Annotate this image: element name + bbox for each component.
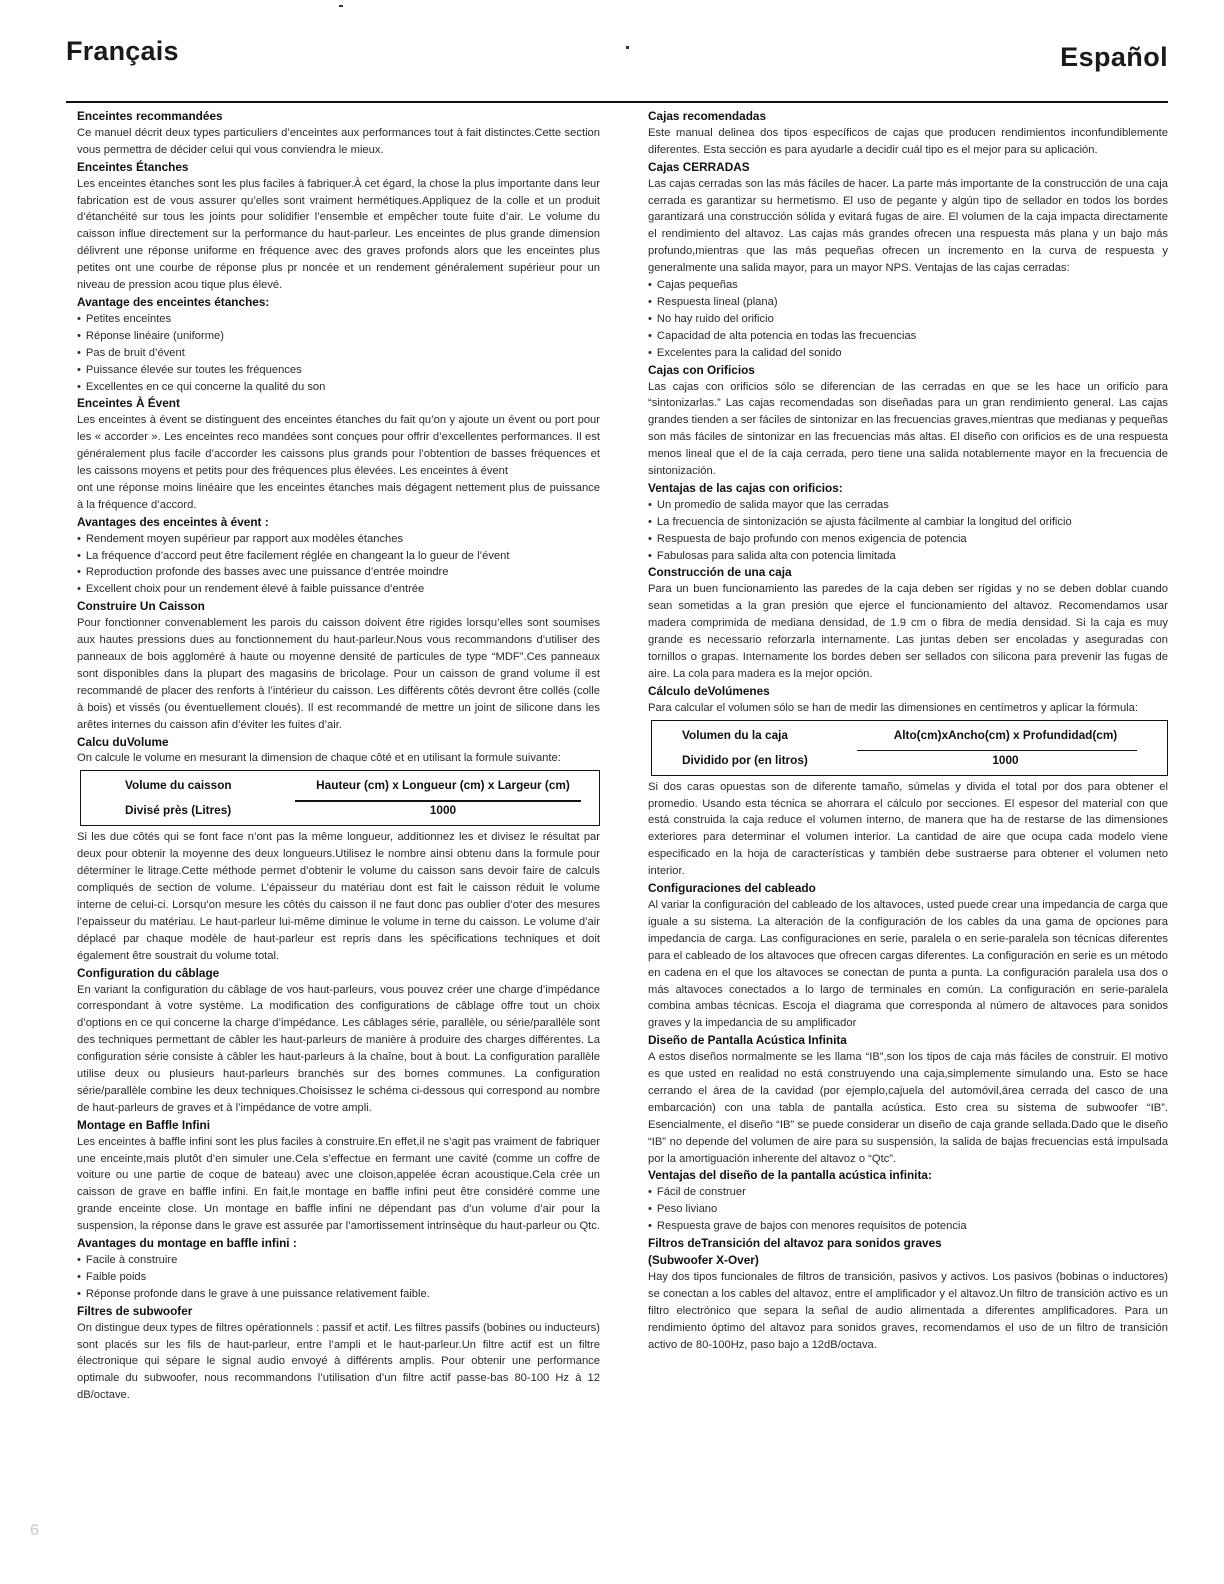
list-item: • Fácil de construer xyxy=(648,1184,1168,1201)
section-text: Les enceintes à évent se distinguent des enceintes étanches du fait qu’on y ajoute un évent ou port pour les « accorder ». Les enceintes reco mandées sont conçues pour offrir d’excellentes performances. Il est généralement plus facile d’accorder les caissons plus grands pour l’obtention de basses fréquences et les caissons moyens et petits pour des fréquences plus élevées. Les enceintes à évent xyxy=(77,414,600,478)
section-title: Cálculo deVolúmenes xyxy=(648,683,770,698)
list-item: • Respuesta grave de bajos con menores requisitos de potencia xyxy=(648,1218,1168,1235)
list-item: • Un promedio de salida mayor que las cerradas xyxy=(648,497,1168,514)
section-title: Cajas CERRADAS xyxy=(648,159,750,174)
list-item: • Excelentes para la calidad del sonido xyxy=(648,345,1168,362)
volume-formula-box xyxy=(651,720,1168,776)
french-column xyxy=(77,108,600,1404)
section-text: Si dos caras opuestas son de diferente tamaño, súmelas y divida el total por dos para obtener el promedio. Usando esta técnica se ahorrara el cálculo por secciones. El espesor del material con que está construida la caja reduce el volumen interno, de manera que ha de restarse de las dimensiones exteriores para determinar el volumen interior. La cantidad de aire que ocupa cada modelo viene especificado en la hoja de características y también debe sustraerse para obtener el volumen neto interior. xyxy=(648,780,1168,878)
formula-numerator: Hauteur (cm) x Longueur (cm) x Largeur (cm) xyxy=(316,778,570,793)
scan-speck xyxy=(339,5,343,7)
section-text: Las cajas con orificios sólo se diferencian de las cerradas en que se les hace un orificio para “sintonizarlas.” Las cajas recomendadas son diseñadas para un gran rendimiento general. Las cajas grandes tienden a ser fáciles de sintonizar en las frecuencias graves,mientras que medianas y pequeñas son más fáciles de sintonizar en las frecuencias más altas. El diseño con orificios es de una respuesta menos lineal que el de la caja cerrada, pero tiene una salida notablemente mayor en la frecuencia de sintonización. xyxy=(648,380,1168,478)
section-text: A estos diseños normalmente se les llama “IB”,son los tipos de caja más fáciles de construir. El motivo es que usted en realidad no está construyendo una caja,simplemente simulando una. Esto se hace cerrando el área de la cavidad (por ejemplo,cajuela del automóvil,área cerrada del casco de una embarcación) con una tabla de pantalla acústica. Esto crea su sistema de subwoofer “IB”. Esencialmente, el diseño “IB” se puede considerar un diseño de caja grande sellada.Dado que le diseño “IB” no depende del volumen de aire para su suspensión, la salida de bajas frecuencias está impulsada por la amortiguación inherente del altavoz o “Qtc”. xyxy=(648,1051,1168,1165)
section-text: En variant la configuration du câblage de vos haut-parleurs, vous pouvez créer une charge d’impédance correspondant à votre système. La modification des configurations de câblage offre tout un choix d’options en ce qui concerne la charge d’impédance. Les câblages série, parallèle, ou série/parallèle sont des techniques permettant de câbler les haut-parleurs de manière à produire des charges différentes. La configuration série consiste à câbler les haut-parleurs à la chaîne, bout à bout. La configuration parallèle utilise deux ou plusieurs haut-parleurs branchés sur des bornes communes. La configuration série/parallèle combine les deux techniques.Choisissez le schéma ci-dessous qui correspond au nombre de haut-parleurs de graves et à l’impédance de votre ampli. xyxy=(77,983,600,1114)
list-item: • No hay ruido del orificio xyxy=(648,311,1168,328)
section-title: Filtres de subwoofer xyxy=(77,1303,193,1318)
section-title: Avantages du montage en baffle infini : xyxy=(77,1236,297,1251)
section-text: Les enceintes étanches sont les plus faciles à fabriquer.À cet égard, la chose la plus importante dans leur fabrication est de vous assurer qu’elles sont vraiment hermétiques.Appliquez de la colle et un produit d’étanchéité sur tous les joints pour solidifier l’ensemble et empêcher toute fuite d’air. Le volume du caisson influe directement sur la performance du haut-parleur. Les enceintes de plus grande dimension délivrent une réponse uniforme en fréquence avec des graves profonds alors que les enceintes plus petites ont une courbe de réponse plus pr noncée et un rendement généralement supérieur pour un niveau de pression acou tique plus élevé. xyxy=(77,177,600,292)
list-item: • Fabulosas para salida alta con potencia limitada xyxy=(648,548,1168,565)
bullet-list xyxy=(77,311,600,396)
section-title: Cajas con Orificios xyxy=(648,362,755,377)
section-title: Montage en Baffle Infini xyxy=(77,1117,211,1132)
list-item: • Faible poids xyxy=(77,1269,600,1286)
section-text: Les enceintes à baffle infini sont les plus faciles à construire.En effet,il ne s’agit pas vraiment de fabriquer une enceinte,mais plutôt d’en simuler une.Cela s’effectue en fermant une cavité (comme un coffre de voiture ou une partie de coque de bateau) avec une cloison,appelée écran acoustique.Cela crée un caisson de grave en baffle infini. En fait,le montage en baffle infini peut être considéré comme une grande enceinte close. Un montage en baffle infini ne dépendant pas d’un volume d’air pour la suspension, la réponse dans le grave est assurée par l’amortissement intrinsèque du haut-parleur ou Qtc. xyxy=(77,1135,600,1233)
list-item: • Facile à construire xyxy=(77,1252,600,1269)
bullet-list xyxy=(77,1252,600,1303)
bullet-list xyxy=(77,531,600,599)
bullet-list xyxy=(648,1184,1168,1235)
page-number: 6 xyxy=(30,1522,39,1539)
section-title: Cajas recomendadas xyxy=(648,109,767,123)
list-item: • Cajas pequeñas xyxy=(648,277,1168,294)
section-text: On distingue deux types de filtres opérationnels : passif et actif. Les filtres passifs (bobines ou inducteurs) sont placés sur les fils de haut-parleur, entre l’ampli et le haut-parleur.Un filtre actif est un filtre électronique qui sépare le signal audio envoyé à différents amplis. Pour obtenir une performance optimale du subwoofer, nous recommandons l’utilisation d’un filtre actif passe-bas 80-100 Hz à 12 dB/octave. xyxy=(77,1321,600,1402)
section-text: Si les due côtés qui se font face n’ont pas la même longueur, additionnez les et divisez le résultat par deux pour obtenir la moyenne des deux longueurs.Utilisez le nombre ainsi obtenu dans la formule pour déterminer le litrage.Cette méthode permet d’obtenir le volume du caisson sans devoir faire de calculs compliqués de section de volume. L’épaisseur du matériau dont est fait le caisson réduit le volume interne de celui-ci. Lorsqu’on mesure les côtés du caisson il ne faut donc pas oublier d’oter des mesures l’epaisseur du matériau. Le haut-parleur lui-même diminue le volume in terne du caisson. Le volume d’air déplacé par chaque modèle de haut-parleur est repris dans les spécifications techniques et doit également être soustrait du volume total. xyxy=(77,831,600,962)
list-item: • Réponse profonde dans le grave à une puissance relativement faible. xyxy=(77,1286,600,1303)
section-subtitle: (Subwoofer X-Over) xyxy=(648,1253,759,1267)
volume-formula-box xyxy=(80,770,600,826)
section-title: Avantages des enceintes à évent : xyxy=(77,514,269,529)
list-item: • Respuesta lineal (plana) xyxy=(648,294,1168,311)
section-title: Construcción de una caja xyxy=(648,565,792,580)
list-item: • Excellentes en ce qui concerne la qualité du son xyxy=(77,379,600,396)
list-item: • Rendement moyen supérieur par rapport aux modèles étanches xyxy=(77,531,600,548)
bullet-list xyxy=(648,277,1168,362)
section-text: Las cajas cerradas son las más fáciles de hacer. La parte más importante de la construcción de una caja cerrada es garantizar su hermetismo. El uso de pegante y algún tipo de sellador en todos los bordes garantizará una construcción sólida y evitará fugas de aire. El volumen de la caja impacta directamente el rendimiento del altavoz. Las cajas más grandes ofrecen una respuesta más plana y un bajo más profundo,mientras que las más pequeñas ofrecen un incremento en la curva de respuesta y generalmente una salida mayor, para un mayor NPS. Ventajas de las cajas cerradas: xyxy=(648,177,1168,275)
section-title: Ventajas de las cajas con orificios: xyxy=(648,480,843,495)
bullet-list xyxy=(648,497,1168,565)
list-item: • Petites enceintes xyxy=(77,311,600,328)
section-title: Calcu duVolume xyxy=(77,734,169,749)
list-item: • Peso liviano xyxy=(648,1201,1168,1218)
formula-label: Volumen du la caja xyxy=(682,727,788,742)
section-title: Configuration du câblage xyxy=(77,965,220,980)
list-item: • Puissance élevée sur toutes les fréquences xyxy=(77,362,600,379)
section-text: Hay dos tipos funcionales de filtros de transición, pasivos y activos. Los pasivos (bobinas o inductores) se conectan a los cables del altavoz, entre el amplificador y el altavoz.Un filtro de transición activo es un filtro electrónico que separa la señal de audio alimentada a diferentes amplificadores. Para un rendimiento óptimo del altavoz para sonidos graves, recomendamos el uso de un filtro de transición activo de 80-100Hz, paso bajo a 12dB/octava. xyxy=(648,1270,1168,1351)
fraction-bar xyxy=(295,800,581,801)
section-title: Enceintes Étanches xyxy=(77,159,189,174)
language-heading-spanish: Español xyxy=(1060,42,1168,72)
formula-label: Divisé près (Litres) xyxy=(125,803,232,818)
section-text: Este manual delinea dos tipos específicos de cajas que producen rendimientos inconfundiblemente diferentes. Esta sección es para ayudarle a decidir cuál tipo es el mejor para su aplicación. xyxy=(648,126,1168,156)
section-title: Avantage des enceintes étanches: xyxy=(77,294,270,309)
header-divider xyxy=(66,101,1168,103)
formula-denominator: 1000 xyxy=(992,752,1019,767)
list-item: • Réponse linéaire (uniforme) xyxy=(77,328,600,345)
scan-speck xyxy=(626,46,629,49)
section-text: Ce manuel décrit deux types particuliers d’enceintes aux performances tout à fait distinctes.Cette section vous permettra de décider celui qui vous conviendra le mieux. xyxy=(77,126,600,156)
section-title: Enceintes recommandées xyxy=(77,109,223,123)
spanish-column xyxy=(648,108,1168,1353)
list-item: • Capacidad de alta potencia en todas las frecuencias xyxy=(648,328,1168,345)
section-text: Para calcular el volumen sólo se han de medir las dimensiones en centímetros y aplicar la fórmula: xyxy=(648,701,1138,714)
list-item: • La fréquence d’accord peut être facilement réglée en changeant la lo gueur de l’évent xyxy=(77,548,600,565)
section-title: Ventajas del diseño de la pantalla acústica infinita: xyxy=(648,1168,932,1183)
section-title: Construire Un Caisson xyxy=(77,599,205,614)
section-text: Al variar la configuración del cableado de los altavoces, usted puede crear una impedancia de carga que iguale a su sistema. La alteración de la configuración de los cables da una gama de opciones para impedancia de carga. Las configuraciones en serie, paralela o en serie-paralela son técnicas diferentes para el cableado de los altavoces que ofrecen cargas diferentes. La configuración en serie es un método en cadena en el que los altavoces se conectan de punta a punta. La configuración paralela usa dos o más altavoces conectados a lo largo de terminales en común. La configuración en serie-paralela combina ambas técnicas. Escoja el diagrama que corresponda al número de altavoces para sonidos graves y la impedancia de su amplificador xyxy=(648,898,1168,1030)
formula-denominator: 1000 xyxy=(429,803,457,818)
list-item: • Pas de bruit d’évent xyxy=(77,345,600,362)
formula-label: Dividido por (en litros) xyxy=(682,752,808,767)
section-text: Para un buen funcionamiento las paredes de la caja deben ser rígidas y no se deben doblar cuando sean sometidas a la gran presión que ejerce el funcionamiento del altavoz. Recomendamos usar madera comprimida de mediana densidad, de 1.9 cm o fibra de media densidad. Si la caja es muy grande es necessario reforzarla internamente. Las juntas deben ser encoladas y aseguradas con tornillos o grapas. Internamente los bordes deben ser sellados con silicona para prevenir las fugas de aire. La cola para madera es la mejor opción. xyxy=(648,583,1168,680)
list-item: • Excellent choix pour un rendement élevé à faible puissance d’entrée xyxy=(77,581,600,598)
list-item: • Reproduction profonde des basses avec une puissance d’entrée moindre xyxy=(77,564,600,581)
section-title: Filtros deTransición del altavoz para sonidos graves xyxy=(648,1236,942,1251)
section-text: On calcule le volume en mesurant la dimension de chaque côté et en utilisant la formule suivante: xyxy=(77,752,561,765)
list-item: • La frecuencia de sintonización se ajusta fácilmente al cambiar la longitud del orificio xyxy=(648,514,1168,531)
section-title: Diseño de Pantalla Acústica Infinita xyxy=(648,1033,847,1048)
section-text: Pour fonctionner convenablement les parois du caisson doivent être rigides lorsqu’elles sont soumises aux hautes pressions dues au fonctionnement du haut-parleur.Nous vous recommandons d’utiliser des panneaux de bois aggloméré à haute ou moyenne densité de particules de type “MDF”.Ces panneaux sont disponibles dans la plupart des magasins de bricolage. Pour un caisson de grand volume il est recommandé de placer des renforts à l’intérieur du caisson. Les différents côtés devront être collés (colle à bois) et vissés (ou éventuellement cloués). Il est recommandé de mettre un joint de silicone dans les arêtes internes du caisson afin d’éviter les fuites d’air. xyxy=(77,617,600,731)
language-heading-french: Français xyxy=(66,36,179,66)
list-item: • Respuesta de bajo profundo con menos exigencia de potencia xyxy=(648,531,1168,548)
section-title: Enceintes À Évent xyxy=(77,396,180,411)
formula-numerator: Alto(cm)xAncho(cm) x Profundidad(cm) xyxy=(893,727,1118,742)
section-text: ont une réponse moins linéaire que les enceintes étanches mais dégagent nettement plus de puissance à la fréquence d’accord. xyxy=(77,481,600,511)
section-title: Configuraciones del cableado xyxy=(648,881,816,896)
fraction-bar xyxy=(857,750,1137,751)
formula-label: Volume du caisson xyxy=(125,778,232,793)
